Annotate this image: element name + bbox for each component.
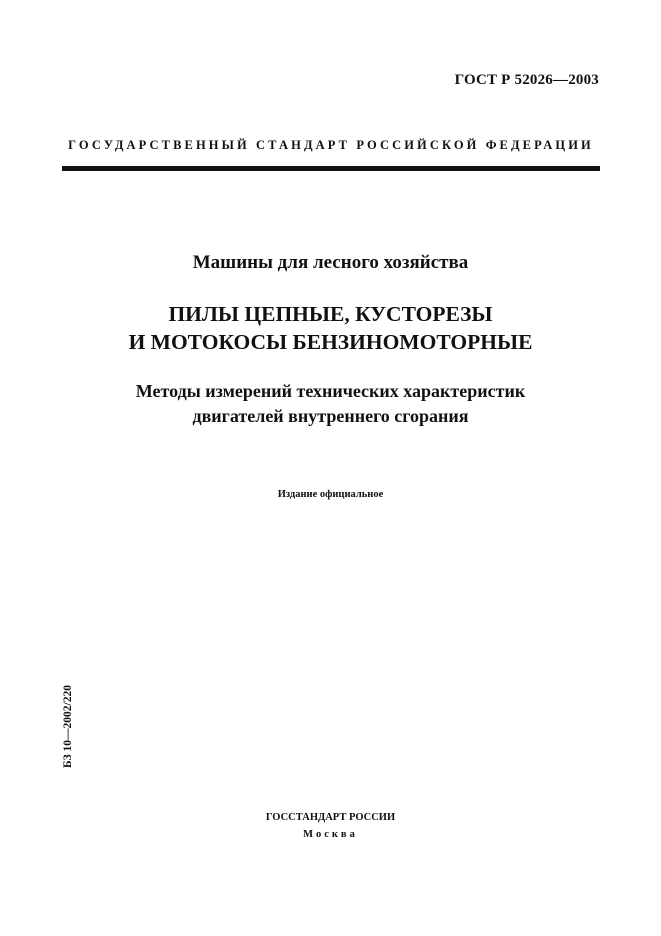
subtitle xyxy=(0,379,661,429)
subtitle-line-1: Методы измерений технических характеристик xyxy=(135,381,526,401)
subtitle-line-2: двигателей внутреннего сгорания xyxy=(192,406,469,426)
side-code: БЗ 10—2002/220 xyxy=(62,685,74,768)
subject-area: Машины для лесного хозяйства xyxy=(192,252,469,273)
main-title-line-1: ПИЛЫ ЦЕПНЫЕ, КУСТОРЕЗЫ xyxy=(168,302,493,326)
main-title-line-2: И МОТОКОСЫ БЕНЗИНОМОТОРНЫЕ xyxy=(128,330,533,354)
state-standard-heading: ГОСУДАРСТВЕННЫЙ СТАНДАРТ РОССИЙСКОЙ ФЕДЕРАЦИИ xyxy=(68,138,594,152)
edition-note: Издание официальное xyxy=(277,489,384,500)
publisher: ГОССТАНДАРТ РОССИИ xyxy=(265,812,396,823)
main-title xyxy=(0,300,661,356)
city: Москва xyxy=(303,829,358,840)
top-rule xyxy=(62,166,600,171)
standard-number: ГОСТ Р 52026—2003 xyxy=(454,72,599,88)
